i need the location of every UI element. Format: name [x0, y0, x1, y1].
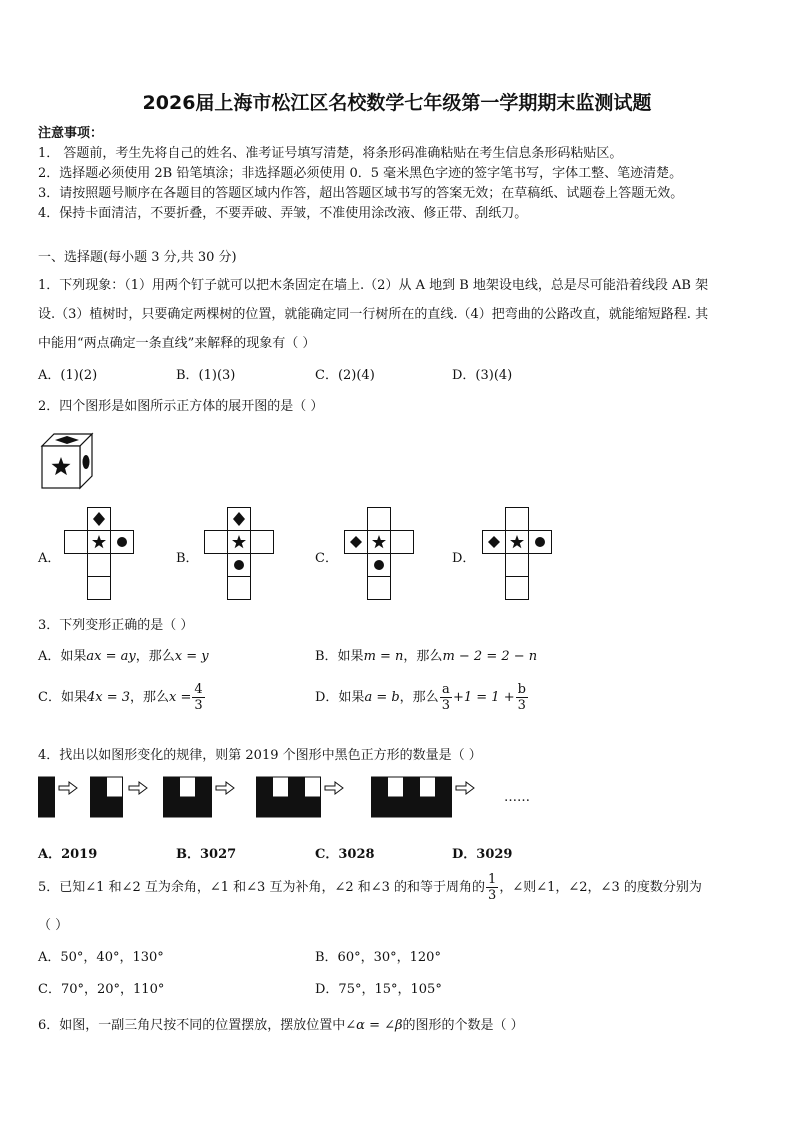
q3-option-b — [315, 645, 537, 664]
q2-option-a-label: A． — [38, 551, 61, 566]
q4-option-d: D．3029 — [452, 847, 513, 862]
q4-ellipsis: …… — [504, 790, 530, 805]
notes-heading: 注意事项： — [38, 126, 104, 141]
q3-b-result: m − 2 = 2 − n — [442, 649, 538, 664]
note-item-3: 3．请按照题号顺序在各题目的答题区域内作答，超出答题区域书写的答案无效；在草稿纸、试题卷上答题无效。 — [38, 186, 684, 201]
q4-option-a: A．2019 — [38, 847, 98, 862]
q3-d-then: ，那么 — [399, 690, 439, 705]
q3-a-result: x = y — [174, 649, 209, 664]
q1-option-c: C．(2)(4) — [315, 368, 375, 383]
q6-condition: ∠α = ∠β — [345, 1018, 403, 1033]
net-b — [204, 507, 274, 602]
q3-b-prefix: B．如果 — [315, 649, 364, 664]
net-d — [482, 507, 552, 602]
q1-option-a: A．(1)(2) — [38, 368, 98, 383]
q5-fraction: $\frac{1}{3}$ — [488, 872, 497, 903]
q5-option-d: D．75°，15°，105° — [315, 982, 442, 997]
q5-option-c: C．70°，20°，110° — [38, 982, 165, 997]
note-item-2: 2．选择题必须使用 2B 铅笔填涂；非选择题必须使用 0．5 毫米黑色字迹的签字笔书写，字体工整、笔迹清楚。 — [38, 166, 683, 181]
q3-c-result: x = — [169, 690, 192, 705]
q1-option-b: B．(1)(3) — [176, 368, 236, 383]
q3-c-condition: 4x = 3 — [86, 690, 130, 705]
net-c — [344, 507, 414, 602]
q2-option-c-label: C． — [315, 551, 338, 566]
note-item-1: 1． 答题前，考生先将自己的姓名、准考证号填写清楚，将条形码准确粘贴在考生信息条形码粘贴区。 — [38, 146, 623, 161]
q3-d-result: +1 = 1 + — [452, 690, 515, 705]
q2-option-b-label: B． — [176, 551, 199, 566]
circle-icon — [374, 560, 384, 570]
pattern-sequence — [38, 776, 508, 822]
circle-icon — [234, 560, 244, 570]
q3-c-prefix: C．如果 — [38, 690, 87, 705]
net-a — [64, 507, 134, 602]
page-title: 2026届上海市松江区名校数学七年级第一学期期末监测试题 — [142, 92, 652, 114]
q3-option-d — [315, 682, 529, 713]
circle-icon — [535, 537, 545, 547]
q3-d-fraction-2: $\frac{b}{3}$ — [517, 682, 526, 713]
q3-c-fraction: $\frac{4}{3}$ — [194, 682, 203, 713]
q5-stem — [38, 872, 702, 903]
q5-option-b: B．60°，30°，120° — [315, 950, 441, 965]
q6-stem-post: 的图形的个数是（ ） — [402, 1018, 524, 1033]
q3-option-a — [38, 645, 209, 664]
q3-c-then: ，那么 — [129, 690, 169, 705]
q2-stem: 2．四个图形是如图所示正方体的展开图的是（ ） — [38, 399, 324, 414]
q1-line-3: 中能用“两点确定一条直线”来解释的现象有（ ） — [38, 336, 316, 351]
circle-icon — [117, 537, 127, 547]
q3-b-then: ，那么 — [403, 649, 443, 664]
q4-option-b: B．3027 — [176, 847, 237, 862]
q5-option-a: A．50°，40°，130° — [38, 950, 164, 965]
q3-d-condition: a = b — [364, 690, 400, 705]
section-heading: 一、选择题(每小题 3 分,共 30 分) — [38, 250, 237, 265]
q3-d-fraction-1: $\frac{a}{3}$ — [441, 682, 450, 713]
q5-stem-post: ，∠则∠1，∠2，∠3 的度数分别为 — [499, 880, 702, 895]
q4-option-c: C．3028 — [315, 847, 375, 862]
note-item-4: 4．保持卡面清洁，不要折叠，不要弄破、弄皱，不准使用涂改液、修正带、刮纸刀。 — [38, 206, 528, 221]
q3-a-prefix: A．如果 — [38, 649, 87, 664]
q1-line-2: 设.（3）植树时，只要确定两棵树的位置，就能确定同一行树所在的直线.（4）把弯曲的公路改直，就能缩短路程. 其 — [38, 307, 709, 322]
q3-stem: 3．下列变形正确的是（ ） — [38, 618, 194, 633]
q2-option-d-label: D． — [452, 551, 476, 566]
q3-a-condition: ax = ay — [86, 649, 136, 664]
q1-line-1: 1．下列现象：（1）用两个钉子就可以把木条固定在墙上.（2）从 A 地到 B 地架设电线，总是尽可能沿着线段 AB 架 — [38, 278, 709, 293]
q3-a-then: ，那么 — [135, 649, 175, 664]
q3-option-c — [38, 682, 206, 713]
q6-stem — [38, 1014, 524, 1033]
cube-figure — [40, 432, 96, 490]
q6-stem-pre: 6．如图，一副三角尺按不同的位置摆放，摆放位置中 — [38, 1018, 346, 1033]
q4-stem: 4．找出以如图形变化的规律，则第 2019 个图形中黑色正方形的数量是（ ） — [38, 748, 482, 763]
q3-d-prefix: D．如果 — [315, 690, 365, 705]
circle-icon — [83, 455, 90, 469]
q5-stem-pre: 5．已知∠1 和∠2 互为余角，∠1 和∠3 互为补角，∠2 和∠3 的和等于周角的 — [38, 880, 486, 895]
q5-paren: （ ） — [38, 918, 69, 933]
q1-option-d: D．(3)(4) — [452, 368, 513, 383]
q3-b-condition: m = n — [363, 649, 404, 664]
